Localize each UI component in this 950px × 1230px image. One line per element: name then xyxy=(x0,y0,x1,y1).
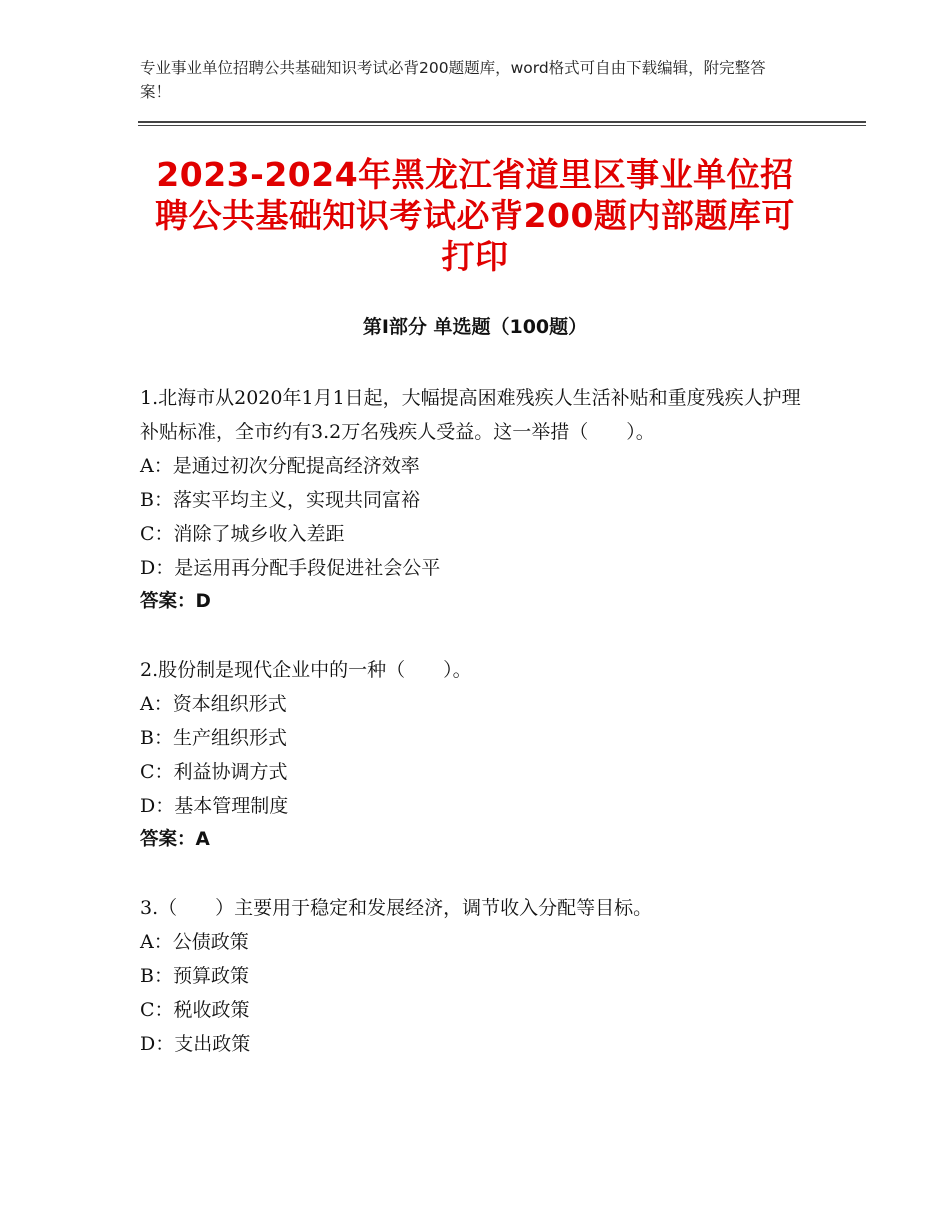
answer-line xyxy=(140,823,805,857)
answer-label: 答案： xyxy=(140,591,196,612)
question-stem: 2.股份制是现代企业中的一种（ ）。 xyxy=(140,659,472,681)
document-title: 2023-2024年黑龙江省道里区事业单位招聘公共基础知识考试必背200题内部题库可打印 xyxy=(155,155,795,276)
answer-label: 答案： xyxy=(140,829,196,850)
option-b: B：预算政策 xyxy=(140,965,249,987)
option-b: B：生产组织形式 xyxy=(140,727,287,749)
answer-value: A xyxy=(195,829,210,850)
question-list xyxy=(140,381,805,1095)
option-a: A：是通过初次分配提高经济效率 xyxy=(140,455,420,477)
answer-value: D xyxy=(195,591,211,612)
question-stem: 3.（ ）主要用于稳定和发展经济，调节收入分配等目标。 xyxy=(140,897,653,919)
option-d: D：是运用再分配手段促进社会公平 xyxy=(140,557,441,579)
header-rule-thin xyxy=(138,125,866,126)
option-a: A：公债政策 xyxy=(140,931,249,953)
question-stem: 1.北海市从2020年1月1日起，大幅提高困难残疾人生活补贴和重度残疾人护理补贴标准，全市约有3.2万名残疾人受益。这一举措（ ）。 xyxy=(140,387,801,443)
option-c: C：税收政策 xyxy=(140,999,250,1021)
question-3 xyxy=(140,891,805,1061)
option-d: D：基本管理制度 xyxy=(140,795,289,817)
header-note: 专业事业单位招聘公共基础知识考试必背200题题库，word格式可自由下载编辑，附完整答案！ xyxy=(140,59,766,101)
option-a: A：资本组织形式 xyxy=(140,693,287,715)
question-2 xyxy=(140,653,805,857)
section-title: 第Ⅰ部分 单选题（100题） xyxy=(362,316,588,338)
option-c: C：消除了城乡收入差距 xyxy=(140,523,345,545)
question-1 xyxy=(140,381,805,619)
option-b: B：落实平均主义，实现共同富裕 xyxy=(140,489,420,511)
header-rule-thick xyxy=(138,121,866,123)
option-d: D：支出政策 xyxy=(140,1033,251,1055)
answer-line xyxy=(140,585,805,619)
option-c: C：利益协调方式 xyxy=(140,761,288,783)
